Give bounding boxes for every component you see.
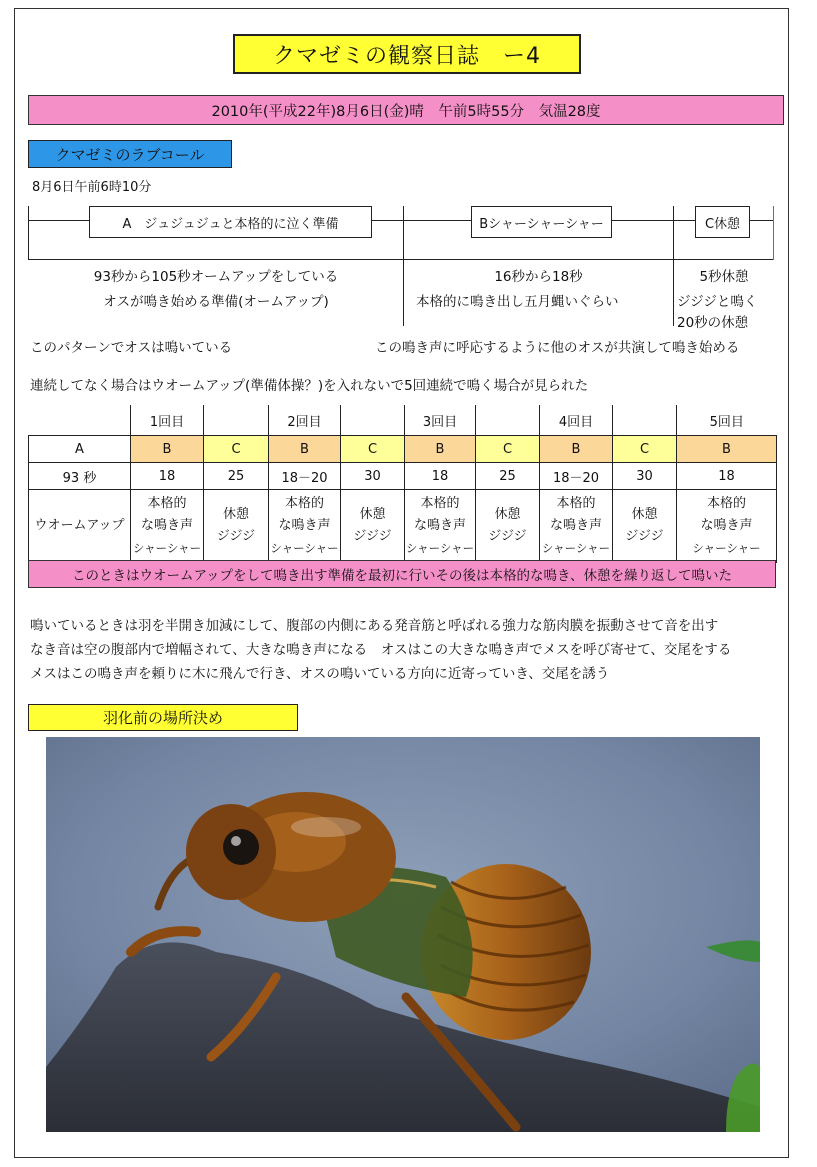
table-cell: B: [677, 436, 777, 463]
cicada-nymph-illustration: [46, 737, 760, 1132]
table-cell: 18－20: [540, 463, 613, 490]
phase-a-label: A ジュジュジュと本格的に泣く準備: [89, 206, 372, 238]
table-cell: 93 秒: [29, 463, 131, 490]
table-cell: C: [204, 436, 269, 463]
phase-c-label: C休憩: [695, 206, 750, 238]
table-cell: B: [540, 436, 613, 463]
cicada-nymph-photo: [46, 737, 760, 1132]
phase-b-label: Bシャーシャーシャー: [471, 206, 612, 238]
round-label: 5回目: [677, 405, 777, 436]
table-cell: C: [613, 436, 677, 463]
paragraph-line: 鳴いているときは羽を半開き加減にして、腹部の内側にある発音筋と呼ばれる強力な筋肉膜を振動させて音を出す: [30, 618, 719, 634]
table-cell: 本格的 な鳴き声 シャーシャー: [677, 490, 777, 563]
phase-c-duration: 5秒休憩: [699, 269, 749, 285]
call-sequence-table: [28, 405, 777, 563]
table-cell: 18: [131, 463, 204, 490]
table-cell: 18: [405, 463, 476, 490]
observation-time: 8月6日午前6時10分: [32, 180, 152, 195]
table-cell: A: [29, 436, 131, 463]
seconds-row: [29, 463, 777, 490]
table-cell: 25: [204, 463, 269, 490]
date-weather-bar: 2010年(平成22年)8月6日(金)晴 午前5時55分 気温28度: [28, 95, 784, 125]
table-cell: 休憩 ジジジ: [204, 490, 269, 563]
continuous-call-note: 連続してなく場合はウオームアップ(準備体操？)を入れないで5回連続で鳴く場合が見られた: [30, 378, 589, 394]
round-header-row: [29, 405, 777, 436]
chorus-note: この鳴き声に呼応するように他のオスが共演して鳴き始める: [375, 340, 740, 356]
paragraph-line: なき音は空の腹部内で増幅されて、大きな鳴き声になる オスはこの大きな鳴き声でメスを呼び寄せて、交尾をする: [30, 642, 732, 658]
phase-a-description: オスが鳴き始める準備(オームアップ): [103, 294, 329, 310]
table-cell: 18: [677, 463, 777, 490]
timeline-tick: [773, 206, 774, 260]
table-cell: 本格的 な鳴き声 シャーシャー: [269, 490, 341, 563]
table-cell: B: [405, 436, 476, 463]
table-cell: 30: [341, 463, 405, 490]
section-heading-emergence-site: 羽化前の場所決め: [28, 704, 298, 731]
table-cell: C: [341, 436, 405, 463]
page-title: クマゼミの観察日誌 ー4: [233, 34, 581, 74]
table-cell: 本格的 な鳴き声 シャーシャー: [131, 490, 204, 563]
round-label: 2回目: [269, 405, 341, 436]
timeline-tick: [28, 206, 29, 260]
description-row: [29, 490, 777, 563]
round-label: 3回目: [405, 405, 476, 436]
table-cell: 休憩 ジジジ: [341, 490, 405, 563]
table-cell: 25: [476, 463, 540, 490]
paragraph-line: メスはこの鳴き声を頼りに木に飛んで行き、オスの鳴いている方向に近寄っていき、交尾を誘う: [30, 666, 610, 682]
table-cell: 30: [613, 463, 677, 490]
table-cell: 18－20: [269, 463, 341, 490]
explanation-paragraph: [30, 614, 731, 686]
table-cell: 本格的 な鳴き声 シャーシャー: [405, 490, 476, 563]
table-cell: B: [131, 436, 204, 463]
phase-row: [29, 436, 777, 463]
round-label: 4回目: [540, 405, 613, 436]
table-cell: 休憩 ジジジ: [613, 490, 677, 563]
phase-c-description: ジジジと鳴く: [677, 294, 758, 310]
round-label: 1回目: [131, 405, 204, 436]
table-cell: 休憩 ジジジ: [476, 490, 540, 563]
timeline-divider: [28, 259, 774, 260]
table-cell: B: [269, 436, 341, 463]
table-cell: ウオームアップ: [29, 490, 131, 563]
phase-c-rest: 20秒の休憩: [677, 315, 749, 331]
phase-b-duration: 16秒から18秒: [494, 269, 583, 285]
summary-bar: このときはウオームアップをして鳴き出す準備を最初に行いその後は本格的な鳴き、休憩を繰り返して鳴いた: [28, 560, 776, 588]
section-heading-love-call: クマゼミのラブコール: [28, 140, 232, 168]
phase-b-description: 本格的に鳴き出し五月蝿いぐらい: [416, 294, 619, 310]
phase-a-duration: 93秒から105秒オームアップをしている: [93, 269, 339, 285]
table-cell: C: [476, 436, 540, 463]
table-cell: 本格的 な鳴き声 シャーシャー: [540, 490, 613, 563]
pattern-note: このパターンでオスは鳴いている: [30, 340, 233, 356]
